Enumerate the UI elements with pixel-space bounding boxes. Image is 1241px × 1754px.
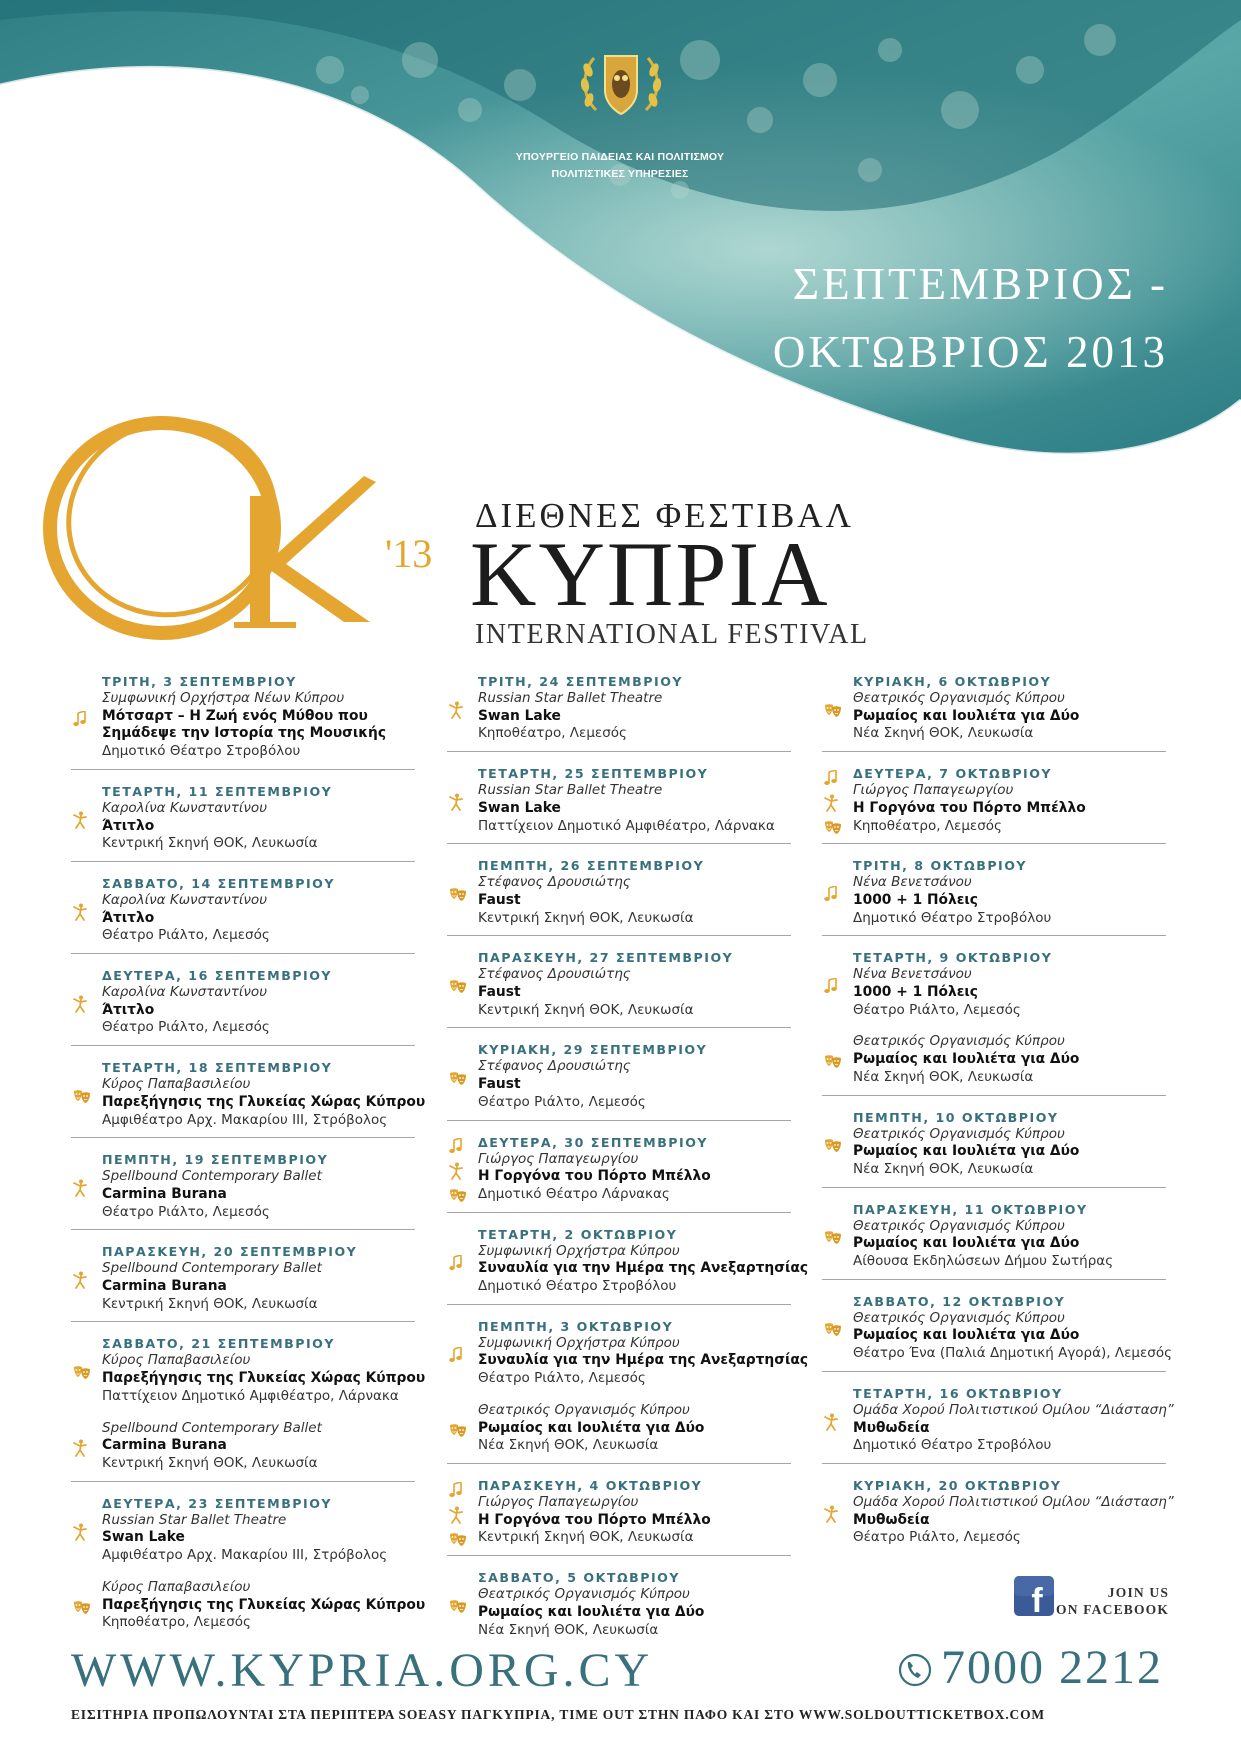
period-line-2: ΟΚΤΩΒΡΙΟΣ 2013 xyxy=(772,327,1168,377)
event-performer: Νένα Βενετσάνου xyxy=(853,874,972,891)
event-venue: Παττίχειον Δημοτικό Αμφιθέατρο, Λάρνακα xyxy=(478,817,775,834)
event-category-icons xyxy=(824,673,842,751)
website-url[interactable]: WWW.KYPRIA.ORG.CY xyxy=(71,1644,654,1697)
ministry-name: ΥΠΟΥΡΓΕΙΟ ΠΑΙΔΕΙΑΣ ΚΑΙ ΠΟΛΙΤΙΣΜΟΥ xyxy=(515,151,725,163)
ministry-department: ΠΟΛΙΤΙΣΤΙΚΕΣ ΥΠΗΡΕΣΙΕΣ xyxy=(551,168,689,180)
theatre-masks-icon xyxy=(449,1188,467,1207)
event-category-icons xyxy=(824,857,838,935)
phone-icon xyxy=(897,1652,933,1688)
music-note-icon xyxy=(449,1138,467,1158)
event-date: ΤΕΤΑΡΤΗ, 11 ΣΕΠΤΕΜΒΡΙΟΥ xyxy=(102,783,333,799)
event-category-icons xyxy=(449,765,463,843)
event-venue: Κηποθέατρο, Λεμεσός xyxy=(478,725,627,742)
event-category-icons xyxy=(449,1477,467,1555)
event-date: ΤΕΤΑΡΤΗ, 25 ΣΕΠΤΕΜΒΡΙΟΥ xyxy=(478,766,709,782)
festival-year: '13 xyxy=(385,531,433,576)
event-date: ΤΡΙΤΗ, 24 ΣΕΠΤΕΜΒΡΙΟΥ xyxy=(478,674,684,689)
event-venue: Δημοτικό Θέατρο Στροβόλου xyxy=(478,1278,677,1295)
event-performer: Στέφανος Δρουσιώτης xyxy=(478,874,631,891)
dancer-icon xyxy=(824,1505,838,1527)
event-title: Συναυλία για την Ημέρα της Ανεξαρτησίας xyxy=(478,1260,809,1277)
event-category-icons xyxy=(73,1579,91,1640)
event-entry xyxy=(447,949,791,1028)
event-category-icons xyxy=(73,1151,87,1229)
event-performer: Russian Star Ballet Theatre xyxy=(102,1511,287,1528)
event-date: ΠΑΡΑΣΚΕΥΗ, 11 ΟΚΤΩΒΡΙΟΥ xyxy=(853,1201,1088,1217)
event-title: Η Γοργόνα του Πόρτο Μπέλλο xyxy=(478,1511,711,1528)
event-entry xyxy=(822,1201,1166,1280)
event-entry xyxy=(71,673,415,770)
event-venue: Θέατρο Ένα (Παλιά Δημοτική Αγορά), Λεμεσός xyxy=(853,1345,1173,1362)
event-venue: Θέατρο Ριάλτο, Λεμεσός xyxy=(853,1529,1021,1546)
event-category-icons xyxy=(824,765,842,843)
event-performer: Κύρος Παπαβασιλείου xyxy=(102,1352,251,1369)
event-entry xyxy=(71,783,415,862)
event-title: Carmina Burana xyxy=(102,1278,227,1295)
event-venue: Θέατρο Ριάλτο, Λεμεσός xyxy=(478,1093,646,1110)
event-performer: Spellbound Contemporary Ballet xyxy=(102,1168,322,1185)
festival-name: ΚΥΠΡΙΑ xyxy=(470,523,830,625)
dancer-icon xyxy=(73,903,87,925)
dancer-icon xyxy=(449,793,463,815)
event-venue: Δημοτικό Θέατρο Λάρνακας xyxy=(478,1185,670,1202)
event-entry xyxy=(447,1134,791,1213)
theatre-masks-icon xyxy=(449,1071,467,1090)
facebook-letter: f xyxy=(1031,1582,1043,1618)
event-title: Άτιτλο xyxy=(102,817,155,834)
event-category-icons xyxy=(73,1059,91,1137)
event-performer: Καρολίνα Κωνσταντίνου xyxy=(102,799,267,816)
event-category-icons xyxy=(73,1243,87,1321)
event-venue: Νέα Σκηνή ΘΟΚ, Λευκωσία xyxy=(853,1160,1034,1177)
event-entry xyxy=(71,875,415,954)
event-date: ΣΑΒΒΑΤΟ, 5 ΟΚΤΩΒΡΙΟΥ xyxy=(478,1570,681,1586)
event-title: Μυθωδεία xyxy=(853,1419,930,1436)
event-venue: Κεντρική Σκηνή ΘΟΚ, Λευκωσία xyxy=(102,1454,318,1471)
dancer-icon xyxy=(73,1179,87,1201)
schedule-column-3 xyxy=(822,673,1174,1561)
event-category-icons xyxy=(824,1293,842,1371)
music-note-icon xyxy=(824,886,838,906)
event-performer: Spellbound Contemporary Ballet xyxy=(102,1419,322,1436)
event-title: Faust xyxy=(478,984,521,1001)
event-date: ΠΕΜΠΤΗ, 3 ΟΚΤΩΒΡΙΟΥ xyxy=(478,1318,674,1334)
event-entry xyxy=(822,765,1166,844)
event-date: ΔΕΥΤΕΡΑ, 23 ΣΕΠΤΕΜΒΡΙΟΥ xyxy=(102,1495,333,1511)
event-date: ΤΡΙΤΗ, 8 ΟΚΤΩΒΡΙΟΥ xyxy=(853,858,1028,874)
schedule-column-2 xyxy=(447,673,809,1653)
festival-title-greek: ΔΙΕΘΝΕΣ ΦΕΣΤΙΒΑΛ xyxy=(475,496,854,535)
event-category-icons xyxy=(449,1041,467,1119)
event-performer: Κύρος Παπαβασιλείου xyxy=(102,1578,251,1595)
event-entry xyxy=(447,1041,791,1120)
event-entry xyxy=(71,967,415,1046)
event-entry xyxy=(71,1335,426,1413)
event-date: ΠΕΜΠΤΗ, 26 ΣΕΠΤΕΜΒΡΙΟΥ xyxy=(478,858,705,874)
event-category-icons xyxy=(73,1335,91,1413)
theatre-masks-icon xyxy=(824,820,842,839)
event-performer: Θεατρικός Οργανισμός Κύπρου xyxy=(478,1401,690,1418)
event-performer: Γιώργος Παπαγεωργίου xyxy=(853,782,1014,799)
event-date: ΤΕΤΑΡΤΗ, 2 ΟΚΤΩΒΡΙΟΥ xyxy=(478,1226,678,1242)
event-performer: Συμφωνική Ορχήστρα Κύπρου xyxy=(478,1334,680,1351)
event-entry xyxy=(822,857,1166,936)
event-performer: Θεατρικός Οργανισμός Κύπρου xyxy=(853,1125,1065,1142)
event-performer: Ομάδα Χορού Πολιτιστικού Ομίλου “Διάσταση” xyxy=(853,1401,1174,1418)
event-venue: Κεντρική Σκηνή ΘΟΚ, Λευκωσία xyxy=(478,1001,694,1018)
event-performer: Νένα Βενετσάνου xyxy=(853,966,972,983)
event-entry xyxy=(447,1226,809,1305)
event-title: Συναυλία για την Ημέρα της Ανεξαρτησίας xyxy=(478,1352,809,1369)
event-title: Η Γοργόνα του Πόρτο Μπέλλο xyxy=(853,799,1086,816)
event-category-icons xyxy=(449,857,467,935)
event-date: ΚΥΡΙΑΚΗ, 20 ΟΚΤΩΒΡΙΟΥ xyxy=(853,1477,1062,1493)
event-venue: Θέατρο Ριάλτο, Λεμεσός xyxy=(102,927,270,944)
event-category-icons xyxy=(73,1495,87,1573)
event-performer: Καρολίνα Κωνσταντίνου xyxy=(102,984,267,1001)
event-date: ΚΥΡΙΑΚΗ, 6 ΟΚΤΩΒΡΙΟΥ xyxy=(853,674,1052,689)
join-us-label: JOIN US xyxy=(1107,1585,1170,1600)
event-venue: Θέατρο Ριάλτο, Λεμεσός xyxy=(102,1019,270,1036)
event-venue: Κεντρική Σκηνή ΘΟΚ, Λευκωσία xyxy=(102,1295,318,1312)
event-title: Παρεξήγησις της Γλυκείας Χώρας Κύπρου xyxy=(102,1596,426,1613)
event-category-icons xyxy=(73,875,87,953)
dancer-icon xyxy=(73,1523,87,1545)
event-date: ΣΑΒΒΑΤΟ, 12 ΟΚΤΩΒΡΙΟΥ xyxy=(853,1293,1066,1309)
theatre-masks-icon xyxy=(73,1600,91,1619)
event-venue: Θέατρο Ριάλτο, Λεμεσός xyxy=(102,1203,270,1220)
event-title: Swan Lake xyxy=(102,1529,185,1546)
event-date: ΚΥΡΙΑΚΗ, 29 ΣΕΠΤΕΜΒΡΙΟΥ xyxy=(478,1042,708,1058)
event-date: ΣΑΒΒΑΤΟ, 14 ΣΕΠΤΕΜΒΡΙΟΥ xyxy=(102,875,335,891)
dancer-icon xyxy=(449,1162,467,1184)
event-performer: Θεατρικός Οργανισμός Κύπρου xyxy=(853,1309,1065,1326)
event-venue: Κεντρική Σκηνή ΘΟΚ, Λευκωσία xyxy=(478,909,694,926)
event-venue: Δημοτικό Θέατρο Στροβόλου xyxy=(853,1437,1052,1454)
dancer-icon xyxy=(824,794,842,816)
event-entry xyxy=(447,1402,791,1464)
event-entry xyxy=(71,1151,415,1230)
event-performer: Συμφωνική Ορχήστρα Νέων Κύπρου xyxy=(102,690,345,706)
event-venue: Αμφιθέατρο Αρχ. Μακαρίου ΙΙΙ, Στρόβολος xyxy=(102,1111,388,1128)
event-date: ΔΕΥΤΕΡΑ, 7 ΟΚΤΩΒΡΙΟΥ xyxy=(853,766,1053,782)
event-entry xyxy=(447,1318,809,1396)
event-category-icons xyxy=(824,1109,842,1187)
theatre-masks-icon xyxy=(449,1532,467,1551)
event-title: Ρωμαίος και Ιουλιέτα για Δύο xyxy=(853,707,1080,724)
event-date: ΔΕΥΤΕΡΑ, 30 ΣΕΠΤΕΜΒΡΙΟΥ xyxy=(478,1134,709,1150)
theatre-masks-icon xyxy=(824,1322,842,1341)
theatre-masks-icon xyxy=(73,1089,91,1108)
event-title: Ρωμαίος και Ιουλιέτα για Δύο xyxy=(853,1051,1080,1068)
event-date: ΤΕΤΑΡΤΗ, 18 ΣΕΠΤΕΜΒΡΙΟΥ xyxy=(102,1060,333,1076)
event-entry xyxy=(822,1293,1173,1372)
festival-logo xyxy=(34,378,394,658)
event-performer: Στέφανος Δρουσιώτης xyxy=(478,966,631,983)
event-category-icons xyxy=(449,949,467,1027)
event-title: Swan Lake xyxy=(478,707,561,724)
theatre-masks-icon xyxy=(824,1054,842,1073)
event-venue: Δημοτικό Θέατρο Στροβόλου xyxy=(853,909,1052,926)
dancer-icon xyxy=(73,1271,87,1293)
event-venue: Δημοτικό Θέατρο Στροβόλου xyxy=(102,743,301,760)
event-category-icons xyxy=(824,949,838,1027)
facebook-cta[interactable] xyxy=(1056,1584,1169,1618)
event-entry xyxy=(822,1477,1174,1555)
event-title: Ρωμαίος και Ιουλιέτα για Δύο xyxy=(853,1327,1080,1344)
phone-number[interactable]: 7000 2212 xyxy=(941,1641,1163,1694)
music-note-icon xyxy=(824,770,842,790)
event-date: ΔΕΥΤΕΡΑ, 16 ΣΕΠΤΕΜΒΡΙΟΥ xyxy=(102,968,333,984)
event-entry xyxy=(447,765,791,844)
event-entry xyxy=(71,1059,426,1138)
event-performer: Συμφωνική Ορχήστρα Κύπρου xyxy=(478,1242,680,1259)
event-performer: Καρολίνα Κωνσταντίνου xyxy=(102,891,267,908)
event-performer: Στέφανος Δρουσιώτης xyxy=(478,1058,631,1075)
event-performer: Russian Star Ballet Theatre xyxy=(478,690,663,706)
event-category-icons xyxy=(449,1318,463,1396)
event-category-icons xyxy=(449,1569,467,1647)
music-note-icon xyxy=(824,978,838,998)
on-facebook-label: ON FACEBOOK xyxy=(1056,1602,1170,1617)
event-entry xyxy=(447,673,791,752)
music-note-icon xyxy=(449,1482,467,1502)
event-entry xyxy=(822,673,1166,752)
event-date: ΠΑΡΑΣΚΕΥΗ, 20 ΣΕΠΤΕΜΒΡΙΟΥ xyxy=(102,1244,358,1260)
music-note-icon xyxy=(73,711,87,731)
event-date: ΤΡΙΤΗ, 3 ΣΕΠΤΕΜΒΡΙΟΥ xyxy=(102,674,297,689)
theatre-masks-icon xyxy=(449,1599,467,1618)
event-venue: Θέατρο Ριάλτο, Λεμεσός xyxy=(853,1001,1021,1018)
event-title: Ρωμαίος και Ιουλιέτα για Δύο xyxy=(853,1143,1080,1160)
dancer-icon xyxy=(449,701,463,723)
event-title: Άτιτλο xyxy=(102,909,155,926)
event-title: Άτιτλο xyxy=(102,1001,155,1018)
theatre-masks-icon xyxy=(449,1423,467,1442)
event-date: ΣΑΒΒΑΤΟ, 21 ΣΕΠΤΕΜΒΡΙΟΥ xyxy=(102,1336,335,1352)
event-category-icons xyxy=(824,1385,838,1463)
schedule-column-1 xyxy=(71,673,426,1646)
event-date: ΤΕΤΑΡΤΗ, 9 ΟΚΤΩΒΡΙΟΥ xyxy=(853,950,1053,966)
event-date: ΤΕΤΑΡΤΗ, 16 ΟΚΤΩΒΡΙΟΥ xyxy=(853,1385,1063,1401)
facebook-icon[interactable] xyxy=(1012,1574,1056,1618)
event-title: Carmina Burana xyxy=(102,1185,227,1202)
event-entry xyxy=(822,1033,1166,1095)
theatre-masks-icon xyxy=(824,1138,842,1157)
event-title: Μυθωδεία xyxy=(853,1511,930,1528)
theatre-masks-icon xyxy=(824,703,842,722)
event-entry xyxy=(447,857,791,936)
event-entry xyxy=(71,1420,415,1482)
event-venue: Παττίχειον Δημοτικό Αμφιθέατρο, Λάρνακα xyxy=(102,1387,399,1404)
event-category-icons xyxy=(73,783,87,861)
event-performer: Γιώργος Παπαγεωργίου xyxy=(478,1150,639,1167)
event-title: Μότσαρτ – Η Ζωή ενός Μύθου που xyxy=(102,707,368,724)
event-date: ΠΕΜΠΤΗ, 10 ΟΚΤΩΒΡΙΟΥ xyxy=(853,1109,1059,1125)
event-entry xyxy=(71,1495,415,1573)
event-venue: Αμφιθέατρο Αρχ. Μακαρίου ΙΙΙ, Στρόβολος xyxy=(102,1547,388,1564)
event-category-icons xyxy=(73,1420,87,1481)
event-performer: Θεατρικός Οργανισμός Κύπρου xyxy=(478,1586,690,1603)
music-note-icon xyxy=(449,1255,463,1275)
event-venue: Κηποθέατρο, Λεμεσός xyxy=(853,817,1002,834)
event-category-icons xyxy=(824,1477,838,1555)
event-title: Ρωμαίος και Ιουλιέτα για Δύο xyxy=(478,1419,705,1436)
theatre-masks-icon xyxy=(73,1365,91,1384)
event-performer: Θεατρικός Οργανισμός Κύπρου xyxy=(853,1033,1065,1050)
event-entry xyxy=(822,1385,1174,1464)
event-venue: Νέα Σκηνή ΘΟΚ, Λευκωσία xyxy=(478,1621,659,1638)
event-title: Ρωμαίος και Ιουλιέτα για Δύο xyxy=(853,1235,1080,1252)
event-category-icons xyxy=(449,1402,467,1463)
dancer-icon xyxy=(824,1413,838,1435)
event-venue: Κηποθέατρο, Λεμεσός xyxy=(102,1614,251,1631)
event-category-icons xyxy=(824,1033,842,1094)
event-title: Η Γοργόνα του Πόρτο Μπέλλο xyxy=(478,1168,711,1185)
event-entry xyxy=(822,1109,1166,1188)
ticket-info: ΕΙΣΙΤΗΡΙΑ ΠΡΟΠΩΛΟΥΝΤΑΙ ΣΤΑ ΠΕΡΙΠΤΕΡΑ SOEASY ΠΑΓΚΥΠΡΙΑ, TIME OUT ΣΤΗΝ ΠΑΦΟ ΚΑΙ ΣΤΟ WWW.SOLDOUTTICKETBOX.COM xyxy=(71,1707,1045,1722)
event-title: Swan Lake xyxy=(478,799,561,816)
theatre-masks-icon xyxy=(824,1230,842,1249)
event-performer: Θεατρικός Οργανισμός Κύπρου xyxy=(853,1217,1065,1234)
event-category-icons xyxy=(73,967,87,1045)
event-category-icons xyxy=(824,1201,842,1279)
dancer-icon xyxy=(73,811,87,833)
dancer-icon xyxy=(73,1439,87,1461)
event-title: Ρωμαίος και Ιουλιέτα για Δύο xyxy=(478,1603,705,1620)
event-entry xyxy=(822,949,1166,1027)
event-performer: Θεατρικός Οργανισμός Κύπρου xyxy=(853,690,1065,706)
event-title: 1000 + 1 Πόλεις xyxy=(853,984,978,1001)
event-category-icons xyxy=(449,673,463,751)
event-title: Παρεξήγησις της Γλυκείας Χώρας Κύπρου xyxy=(102,1093,426,1110)
event-venue: Νέα Σκηνή ΘΟΚ, Λευκωσία xyxy=(853,1068,1034,1085)
event-category-icons xyxy=(449,1226,463,1304)
dancer-icon xyxy=(449,1506,467,1528)
ministry-crest-icon xyxy=(576,50,666,120)
event-category-icons xyxy=(449,1134,467,1212)
event-title: Faust xyxy=(478,891,521,908)
event-venue: Θέατρο Ριάλτο, Λεμεσός xyxy=(478,1370,646,1387)
period-line-1: ΣΕΠΤΕΜΒΡΙΟΣ - xyxy=(792,259,1168,309)
event-performer: Spellbound Contemporary Ballet xyxy=(102,1260,322,1277)
event-venue: Κεντρική Σκηνή ΘΟΚ, Λευκωσία xyxy=(102,835,318,852)
event-performer: Γιώργος Παπαγεωργίου xyxy=(478,1493,639,1510)
event-date: ΠΑΡΑΣΚΕΥΗ, 4 ΟΚΤΩΒΡΙΟΥ xyxy=(478,1477,703,1493)
event-venue: Αίθουσα Εκδηλώσεων Δήμου Σωτήρας xyxy=(853,1253,1114,1270)
event-date: ΠΑΡΑΣΚΕΥΗ, 27 ΣΕΠΤΕΜΒΡΙΟΥ xyxy=(478,950,734,966)
event-performer: Russian Star Ballet Theatre xyxy=(478,782,663,799)
event-venue: Νέα Σκηνή ΘΟΚ, Λευκωσία xyxy=(853,725,1034,742)
event-performer: Κύρος Παπαβασιλείου xyxy=(102,1076,251,1093)
theatre-masks-icon xyxy=(449,979,467,998)
festival-title-english: INTERNATIONAL FESTIVAL xyxy=(475,619,869,650)
event-entry xyxy=(71,1243,415,1322)
event-date: ΠΕΜΠΤΗ, 19 ΣΕΠΤΕΜΒΡΙΟΥ xyxy=(102,1152,329,1168)
event-entry xyxy=(71,1578,426,1640)
event-venue: Νέα Σκηνή ΘΟΚ, Λευκωσία xyxy=(478,1437,659,1454)
event-category-icons xyxy=(73,673,87,769)
event-entry xyxy=(447,1477,791,1556)
event-title: 1000 + 1 Πόλεις xyxy=(853,891,978,908)
music-note-icon xyxy=(449,1347,463,1367)
theatre-masks-icon xyxy=(449,887,467,906)
event-performer: Ομάδα Χορού Πολιτιστικού Ομίλου “Διάσταση” xyxy=(853,1493,1174,1510)
event-entry xyxy=(447,1569,791,1647)
dancer-icon xyxy=(73,995,87,1017)
event-title: Faust xyxy=(478,1076,521,1093)
event-venue: Κεντρική Σκηνή ΘΟΚ, Λευκωσία xyxy=(478,1529,694,1546)
event-title: Παρεξήγησις της Γλυκείας Χώρας Κύπρου xyxy=(102,1370,426,1387)
event-title: Carmina Burana xyxy=(102,1437,227,1454)
event-title-continued: Σημάδεψε την Ιστορία της Μουσικής xyxy=(102,725,387,742)
